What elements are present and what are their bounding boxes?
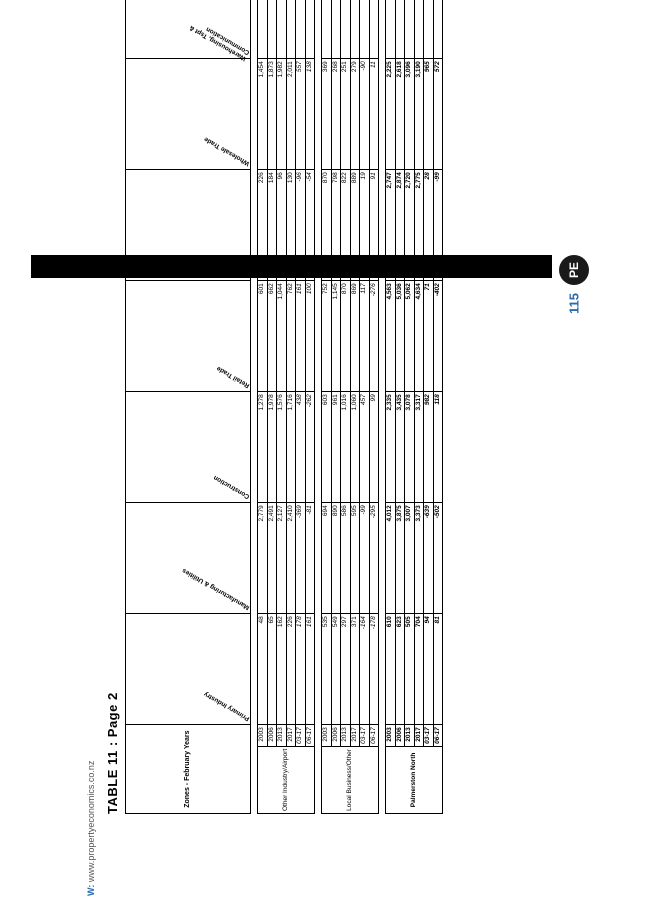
value-cell: 438 xyxy=(296,392,306,503)
column-header xyxy=(126,503,251,614)
column-header-label: Wholesale Trade xyxy=(203,135,251,168)
value-cell: 3,078 xyxy=(405,392,415,503)
value-cell: -276 xyxy=(369,281,379,392)
value-cell: 65 xyxy=(267,614,277,725)
value-cell: 1,145 xyxy=(331,281,341,392)
value-cell: 48 xyxy=(258,614,268,725)
value-cell: -96 xyxy=(296,170,306,281)
group-spacer xyxy=(315,0,322,814)
value-cell: 161 xyxy=(296,281,306,392)
value-cell: -54 xyxy=(305,170,315,281)
year-cell: 2006 xyxy=(395,725,405,747)
value-cell: 5,062 xyxy=(405,281,415,392)
value-cell: -262 xyxy=(305,392,315,503)
year-cell: 2013 xyxy=(277,725,287,747)
table-row xyxy=(395,0,405,814)
zone-label: Other Industry/Airport xyxy=(258,746,315,813)
value-cell: 226 xyxy=(258,170,268,281)
value-cell xyxy=(386,0,396,59)
value-cell: 19 xyxy=(360,170,370,281)
table-row xyxy=(433,0,443,814)
value-cell: 2,779 xyxy=(258,503,268,614)
year-cell: 06-17 xyxy=(433,725,443,747)
table-row xyxy=(369,0,379,814)
table-title: TABLE 11 : Page 2 xyxy=(105,692,120,814)
year-cell: 2013 xyxy=(405,725,415,747)
value-cell: 297 xyxy=(341,614,351,725)
value-cell: 11 xyxy=(369,59,379,170)
value-cell: 369 xyxy=(322,59,332,170)
value-cell xyxy=(414,0,424,59)
value-cell: 889 xyxy=(350,170,360,281)
value-cell: 4,563 xyxy=(386,281,396,392)
table-row xyxy=(267,0,277,814)
value-cell: 91 xyxy=(369,170,379,281)
value-cell xyxy=(277,0,287,59)
value-cell: 118 xyxy=(433,392,443,503)
rotated-table-page xyxy=(105,24,548,814)
year-cell: 06-17 xyxy=(305,725,315,747)
table-row xyxy=(341,0,351,814)
table-row xyxy=(296,0,306,814)
value-cell: 1,060 xyxy=(350,392,360,503)
value-cell: 2,335 xyxy=(386,392,396,503)
value-cell: 798 xyxy=(331,170,341,281)
value-cell: -295 xyxy=(369,503,379,614)
value-cell: 138 xyxy=(305,59,315,170)
value-cell: 28 xyxy=(424,170,434,281)
value-cell: 99 xyxy=(369,392,379,503)
value-cell: 4,634 xyxy=(414,281,424,392)
value-cell: 2,874 xyxy=(395,170,405,281)
year-cell: 2017 xyxy=(414,725,424,747)
year-cell: 2013 xyxy=(341,725,351,747)
value-cell: 965 xyxy=(424,59,434,170)
value-cell: 623 xyxy=(395,614,405,725)
value-cell: 162 xyxy=(277,614,287,725)
value-cell: 100 xyxy=(305,281,315,392)
value-cell: 557 xyxy=(296,59,306,170)
value-cell: -99 xyxy=(433,170,443,281)
value-cell xyxy=(341,0,351,59)
value-cell: 662 xyxy=(267,281,277,392)
value-cell: 549 xyxy=(331,614,341,725)
value-cell: 2,618 xyxy=(395,59,405,170)
value-cell: 982 xyxy=(424,392,434,503)
value-cell: 3,373 xyxy=(414,503,424,614)
value-cell: -178 xyxy=(369,614,379,725)
column-header xyxy=(126,281,251,392)
table-row xyxy=(386,0,396,814)
value-cell: 71 xyxy=(424,281,434,392)
value-cell xyxy=(424,0,434,59)
year-cell: 2017 xyxy=(286,725,296,747)
value-cell: -402 xyxy=(433,281,443,392)
value-cell: 2,225 xyxy=(386,59,396,170)
value-cell: 822 xyxy=(341,170,351,281)
value-cell: 1,454 xyxy=(258,59,268,170)
employment-table xyxy=(125,0,443,814)
table-row xyxy=(360,0,370,814)
value-cell: 1,576 xyxy=(277,392,287,503)
value-cell xyxy=(433,0,443,59)
value-cell: 130 xyxy=(286,170,296,281)
value-cell: 870 xyxy=(322,170,332,281)
table-row xyxy=(331,0,341,814)
value-cell: -90 xyxy=(360,59,370,170)
value-cell: 2,011 xyxy=(286,59,296,170)
table-row xyxy=(424,0,434,814)
value-cell: -502 xyxy=(433,503,443,614)
value-cell xyxy=(296,0,306,59)
value-cell: 2,775 xyxy=(414,170,424,281)
value-cell: 961 xyxy=(331,392,341,503)
value-cell: 1,278 xyxy=(258,392,268,503)
value-cell: 2,720 xyxy=(405,170,415,281)
value-cell: 752 xyxy=(322,281,332,392)
value-cell: 1,982 xyxy=(277,59,287,170)
value-cell: 535 xyxy=(322,614,332,725)
zone-label: Palmerston North xyxy=(386,746,443,813)
year-cell: 2003 xyxy=(258,725,268,747)
year-cell: 03-17 xyxy=(296,725,306,747)
value-cell: 3,435 xyxy=(395,392,405,503)
table-row xyxy=(405,0,415,814)
value-cell: 1,873 xyxy=(267,59,277,170)
column-header xyxy=(126,170,251,281)
value-cell: 3,875 xyxy=(395,503,405,614)
value-cell xyxy=(322,0,332,59)
column-header-label: Primary Industry xyxy=(202,690,251,723)
value-cell xyxy=(369,0,379,59)
value-cell: 184 xyxy=(267,170,277,281)
value-cell: 3,007 xyxy=(405,503,415,614)
value-cell: 457 xyxy=(360,392,370,503)
value-cell: 2,747 xyxy=(386,170,396,281)
value-cell: 5,036 xyxy=(395,281,405,392)
value-cell: 161 xyxy=(305,614,315,725)
value-cell xyxy=(286,0,296,59)
value-cell: 704 xyxy=(414,614,424,725)
table-row xyxy=(277,0,287,814)
value-cell: 595 xyxy=(350,503,360,614)
table-row xyxy=(414,0,424,814)
group-spacer xyxy=(251,0,258,814)
zone-label: Local Business/Other xyxy=(322,746,379,813)
value-cell: 586 xyxy=(341,503,351,614)
value-cell: 279 xyxy=(350,59,360,170)
year-cell: 03-17 xyxy=(360,725,370,747)
value-cell: 869 xyxy=(350,281,360,392)
website-link[interactable]: www.propertyeconomics.co.nz xyxy=(86,760,96,883)
value-cell: 268 xyxy=(331,59,341,170)
year-cell: 03-17 xyxy=(424,725,434,747)
year-cell: 06-17 xyxy=(369,725,379,747)
table-row xyxy=(305,0,315,814)
column-header-label: Hospitality xyxy=(218,255,251,279)
value-cell: 117 xyxy=(360,281,370,392)
column-header xyxy=(126,614,251,725)
value-cell: 572 xyxy=(433,59,443,170)
value-cell: 178 xyxy=(296,614,306,725)
value-cell: 81 xyxy=(433,614,443,725)
value-cell: 1,016 xyxy=(341,392,351,503)
column-header-label: Construction xyxy=(212,474,251,501)
column-header-label: Warehousing, Tspt & Communication xyxy=(188,24,251,63)
page-number: 115 xyxy=(566,293,582,314)
value-cell: 1,716 xyxy=(286,392,296,503)
pe-logo: PE xyxy=(559,255,589,285)
value-cell: 505 xyxy=(405,614,415,725)
website-prefix: W: xyxy=(86,884,96,896)
column-header xyxy=(126,0,251,63)
value-cell: 94 xyxy=(424,614,434,725)
value-cell xyxy=(258,0,268,59)
value-cell: 890 xyxy=(331,503,341,614)
website-footer[interactable] xyxy=(86,666,96,896)
value-cell xyxy=(395,0,405,59)
value-cell: 2,410 xyxy=(286,503,296,614)
table-row xyxy=(286,0,296,814)
value-cell xyxy=(305,0,315,59)
value-cell: 2,491 xyxy=(267,503,277,614)
column-header xyxy=(126,59,251,170)
value-cell: 2,127 xyxy=(277,503,287,614)
value-cell: 96 xyxy=(277,170,287,281)
value-cell: 226 xyxy=(286,614,296,725)
value-cell: 4,012 xyxy=(386,503,396,614)
value-cell: 251 xyxy=(341,59,351,170)
zones-header: Zones - February Years xyxy=(126,725,251,814)
value-cell xyxy=(405,0,415,59)
value-cell: 3,190 xyxy=(414,59,424,170)
value-cell xyxy=(350,0,360,59)
value-cell: 694 xyxy=(322,503,332,614)
value-cell xyxy=(267,0,277,59)
value-cell: 1,978 xyxy=(267,392,277,503)
value-cell: -164 xyxy=(360,614,370,725)
year-cell: 2003 xyxy=(386,725,396,747)
year-cell: 2006 xyxy=(267,725,277,747)
value-cell: 3,096 xyxy=(405,59,415,170)
year-cell: 2006 xyxy=(331,725,341,747)
value-cell: 603 xyxy=(322,392,332,503)
year-cell: 2017 xyxy=(350,725,360,747)
table-row xyxy=(258,0,268,814)
value-cell: 371 xyxy=(350,614,360,725)
value-cell: 1,044 xyxy=(277,281,287,392)
value-cell: -81 xyxy=(305,503,315,614)
value-cell xyxy=(331,0,341,59)
table-header-row xyxy=(126,0,251,814)
year-cell: 2003 xyxy=(322,725,332,747)
column-header-label: Retail Trade xyxy=(215,364,251,390)
column-header xyxy=(126,392,251,503)
value-cell: 762 xyxy=(286,281,296,392)
value-cell xyxy=(360,0,370,59)
value-cell: 601 xyxy=(258,281,268,392)
value-cell: -99 xyxy=(360,503,370,614)
value-cell: -369 xyxy=(296,503,306,614)
table-row xyxy=(350,0,360,814)
value-cell: -639 xyxy=(424,503,434,614)
group-spacer xyxy=(379,0,386,814)
table-row xyxy=(322,0,332,814)
value-cell: 3,317 xyxy=(414,392,424,503)
value-cell: 610 xyxy=(386,614,396,725)
column-header-label: Manufacturing & Utilities xyxy=(181,566,251,612)
value-cell: 870 xyxy=(341,281,351,392)
